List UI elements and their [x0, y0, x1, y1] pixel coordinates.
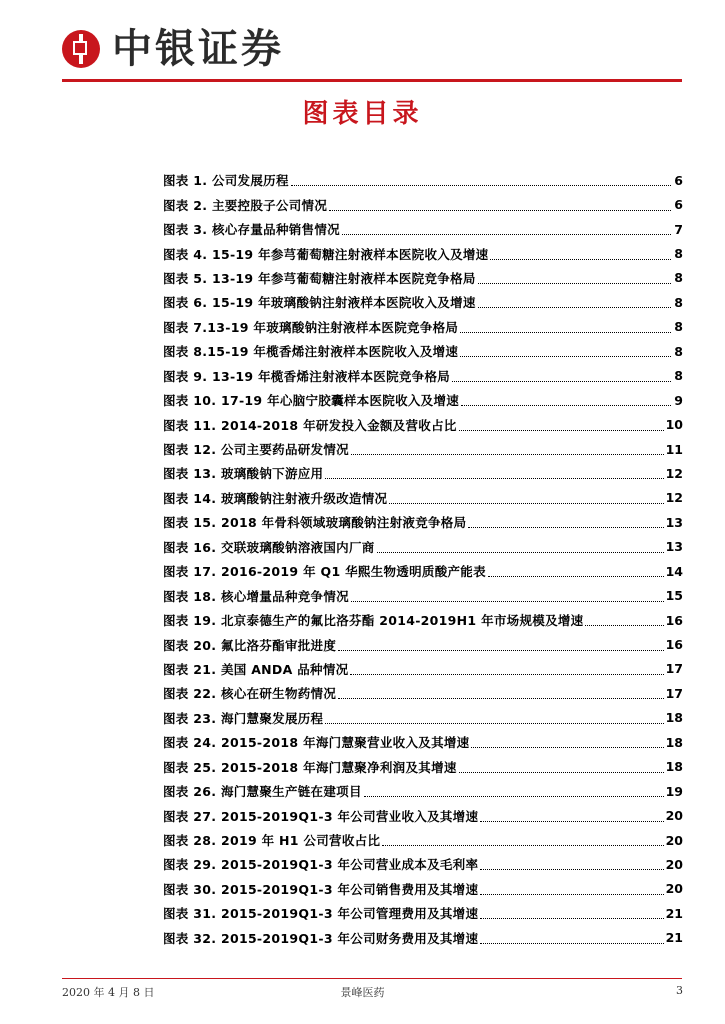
- toc-entry-label: 图表 8.15-19 年榄香烯注射液样本医院收入及增速: [163, 344, 459, 360]
- toc-entry-label: 图表 29. 2015-2019Q1-3 年公司营业成本及毛利率: [163, 857, 479, 873]
- toc-dot-leader: [480, 942, 663, 944]
- toc-entry-page: 19: [665, 783, 683, 799]
- toc-entry[interactable]: [163, 168, 683, 192]
- toc-dot-leader: [459, 429, 664, 431]
- toc-dot-leader: [459, 771, 664, 773]
- toc-entry-page: 20: [665, 856, 683, 872]
- toc-dot-leader: [342, 233, 671, 235]
- toc-dot-leader: [325, 722, 663, 724]
- toc-entry[interactable]: [163, 852, 683, 876]
- toc-dot-leader: [488, 575, 664, 577]
- toc-entry-page: 7: [674, 221, 683, 237]
- toc-entry-page: 8: [674, 368, 683, 384]
- toc-entry-label: 图表 2. 主要控股子公司情况: [163, 197, 328, 213]
- toc-entry-page: 17: [665, 685, 683, 701]
- header-rule: [62, 79, 682, 82]
- toc-entry-label: 图表 32. 2015-2019Q1-3 年公司财务费用及其增速: [163, 930, 479, 946]
- toc-entry-page: 6: [674, 197, 683, 213]
- toc-entry[interactable]: [163, 437, 683, 461]
- toc-dot-leader: [329, 209, 671, 211]
- toc-dot-leader: [338, 697, 663, 699]
- toc-dot-leader: [468, 526, 663, 528]
- toc-dot-leader: [585, 624, 663, 626]
- toc-dot-leader: [478, 306, 671, 308]
- toc-dot-leader: [490, 258, 671, 260]
- toc-dot-leader: [461, 404, 671, 406]
- toc-entry[interactable]: [163, 901, 683, 925]
- brand-name: 中银证券: [112, 25, 284, 72]
- toc-entry[interactable]: [163, 217, 683, 241]
- toc-entry-label: 图表 22. 核心在研生物药情况: [163, 686, 337, 702]
- footer-date: 2020 年 4 月 8 日: [62, 986, 155, 999]
- toc-entry[interactable]: [163, 192, 683, 216]
- toc-dot-leader: [480, 893, 663, 895]
- toc-entry[interactable]: [163, 657, 683, 681]
- toc-dot-leader: [291, 184, 671, 186]
- toc-entry[interactable]: [163, 486, 683, 510]
- toc-entry-label: 图表 4. 15-19 年参芎葡萄糖注射液样本医院收入及增速: [163, 246, 489, 262]
- toc-entry-page: 12: [665, 465, 683, 481]
- toc-entry[interactable]: [163, 535, 683, 559]
- toc-entry-label: 图表 24. 2015-2018 年海门慧聚营业收入及其增速: [163, 735, 470, 751]
- toc-entry-page: 21: [665, 905, 683, 921]
- toc-entry[interactable]: [163, 755, 683, 779]
- toc-title: 图表目录: [302, 99, 423, 129]
- toc-entry-label: 图表 17. 2016-2019 年 Q1 华熙生物透明质酸产能表: [163, 564, 486, 580]
- toc-entry-page: 8: [674, 319, 683, 335]
- toc-entry[interactable]: [163, 315, 683, 339]
- toc-dot-leader: [325, 477, 663, 479]
- toc-entry[interactable]: [163, 608, 683, 632]
- toc-entry[interactable]: [163, 706, 683, 730]
- toc-entry-label: 图表 5. 13-19 年参芎葡萄糖注射液样本医院竞争格局: [163, 270, 476, 286]
- toc-entry-label: 图表 27. 2015-2019Q1-3 年公司营业收入及其增速: [163, 808, 479, 824]
- toc-dot-leader: [377, 551, 664, 553]
- toc-entry-label: 图表 18. 核心增量品种竞争情况: [163, 588, 349, 604]
- toc-entry[interactable]: [163, 364, 683, 388]
- toc-entry-page: 18: [665, 710, 683, 726]
- toc-entry-label: 图表 12. 公司主要药品研发情况: [163, 442, 349, 458]
- toc-entry[interactable]: [163, 779, 683, 803]
- toc-entry-label: 图表 30. 2015-2019Q1-3 年公司销售费用及其增速: [163, 881, 479, 897]
- toc-entry-page: 9: [674, 392, 683, 408]
- toc-dot-leader: [480, 868, 663, 870]
- toc-dot-leader: [350, 673, 663, 675]
- toc-entry[interactable]: [163, 388, 683, 412]
- toc-entry-label: 图表 10. 17-19 年心脑宁胶囊样本医院收入及增速: [163, 393, 460, 409]
- toc-list: [163, 168, 683, 950]
- toc-entry[interactable]: [163, 559, 683, 583]
- toc-entry[interactable]: [163, 339, 683, 363]
- toc-entry[interactable]: [163, 681, 683, 705]
- toc-entry[interactable]: [163, 583, 683, 607]
- logo-bar-bottom: [79, 55, 83, 64]
- toc-entry-page: 11: [665, 441, 683, 457]
- logo-bar-top: [79, 34, 83, 43]
- toc-entry-label: 图表 23. 海门慧聚发展历程: [163, 710, 324, 726]
- toc-dot-leader: [351, 600, 664, 602]
- toc-entry[interactable]: [163, 461, 683, 485]
- toc-dot-leader: [338, 649, 663, 651]
- toc-entry-label: 图表 16. 交联玻璃酸钠溶液国内厂商: [163, 539, 375, 555]
- toc-entry[interactable]: [163, 632, 683, 656]
- toc-entry-label: 图表 13. 玻璃酸钠下游应用: [163, 466, 324, 482]
- toc-entry-label: 图表 14. 玻璃酸钠注射液升级改造情况: [163, 490, 388, 506]
- toc-dot-leader: [480, 820, 663, 822]
- logo-square: [73, 41, 87, 55]
- toc-entry[interactable]: [163, 877, 683, 901]
- page-header: [0, 0, 725, 90]
- toc-dot-leader: [389, 502, 663, 504]
- footer-company: 景峰医药: [340, 986, 385, 999]
- toc-entry-label: 图表 15. 2018 年骨科领域玻璃酸钠注射液竞争格局: [163, 515, 467, 531]
- toc-dot-leader: [460, 331, 671, 333]
- toc-entry-page: 14: [665, 563, 683, 579]
- toc-entry-page: 13: [665, 514, 683, 530]
- toc-entry[interactable]: [163, 803, 683, 827]
- toc-entry-page: 20: [665, 832, 683, 848]
- toc-entry[interactable]: [163, 290, 683, 314]
- toc-entry[interactable]: [163, 730, 683, 754]
- toc-dot-leader: [351, 453, 664, 455]
- toc-entry-page: 20: [665, 808, 683, 824]
- toc-dot-leader: [478, 282, 671, 284]
- toc-entry[interactable]: [163, 510, 683, 534]
- toc-entry-page: 8: [674, 343, 683, 359]
- toc-entry-label: 图表 21. 美国 ANDA 品种情况: [163, 661, 349, 677]
- toc-entry-label: 图表 9. 13-19 年榄香烯注射液样本医院竞争格局: [163, 368, 451, 384]
- toc-entry-label: 图表 28. 2019 年 H1 公司营收占比: [163, 833, 381, 849]
- toc-entry-label: 图表 19. 北京泰德生产的氟比洛芬酯 2014-2019H1 年市场规模及增速: [163, 613, 584, 629]
- toc-entry-label: 图表 1. 公司发展历程: [163, 173, 289, 189]
- toc-entry-label: 图表 3. 核心存量品种销售情况: [163, 222, 340, 238]
- toc-entry-label: 图表 25. 2015-2018 年海门慧聚净利润及其增速: [163, 759, 457, 775]
- toc-entry-page: 8: [674, 294, 683, 310]
- toc-dot-leader: [480, 917, 663, 919]
- toc-entry-page: 21: [665, 930, 683, 946]
- toc-entry-page: 16: [665, 637, 683, 653]
- toc-entry-label: 图表 6. 15-19 年玻璃酸钠注射液样本医院收入及增速: [163, 295, 476, 311]
- footer-rule: [62, 978, 682, 979]
- toc-entry-label: 图表 31. 2015-2019Q1-3 年公司管理费用及其增速: [163, 906, 479, 922]
- toc-entry-page: 15: [665, 588, 683, 604]
- toc-entry-page: 8: [674, 270, 683, 286]
- toc-entry[interactable]: [163, 266, 683, 290]
- toc-dot-leader: [364, 795, 664, 797]
- toc-entry[interactable]: [163, 926, 683, 950]
- toc-entry[interactable]: [163, 241, 683, 265]
- toc-dot-leader: [471, 746, 663, 748]
- bank-of-china-logo-icon: [62, 30, 100, 68]
- toc-entry-page: 18: [665, 759, 683, 775]
- toc-entry[interactable]: [163, 412, 683, 436]
- toc-entry-label: 图表 20. 氟比洛芬酯审批进度: [163, 637, 337, 653]
- footer-page-number: 3: [676, 984, 683, 997]
- toc-entry-label: 图表 26. 海门慧聚生产链在建项目: [163, 784, 362, 800]
- toc-entry-page: 6: [674, 172, 683, 188]
- toc-entry[interactable]: [163, 828, 683, 852]
- toc-entry-label: 图表 11. 2014-2018 年研发投入金额及营收占比: [163, 417, 457, 433]
- toc-dot-leader: [452, 380, 671, 382]
- toc-dot-leader: [382, 844, 663, 846]
- toc-entry-page: 17: [665, 661, 683, 677]
- toc-entry-page: 20: [665, 881, 683, 897]
- toc-entry-page: 10: [665, 417, 683, 433]
- toc-entry-page: 12: [665, 490, 683, 506]
- toc-entry-label: 图表 7.13-19 年玻璃酸钠注射液样本医院竞争格局: [163, 319, 459, 335]
- toc-dot-leader: [460, 355, 671, 357]
- toc-entry-page: 13: [665, 539, 683, 555]
- toc-entry-page: 18: [665, 734, 683, 750]
- toc-entry-page: 8: [674, 246, 683, 262]
- toc-entry-page: 16: [665, 612, 683, 628]
